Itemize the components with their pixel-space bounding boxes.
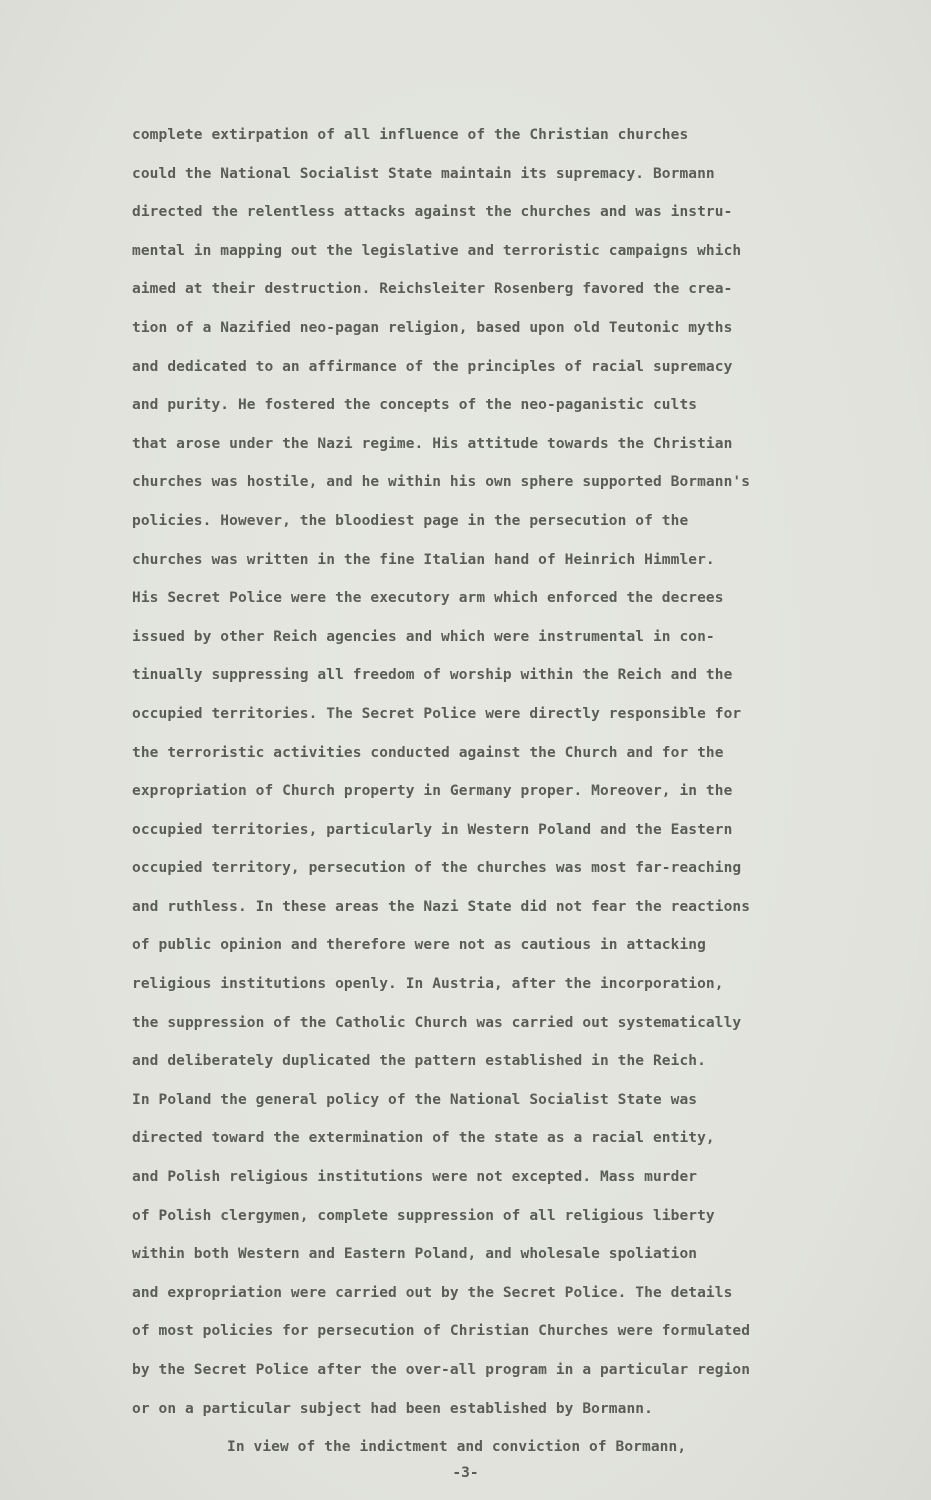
text-line: the terroristic activities conducted against the Church and for the [132, 744, 724, 761]
text-line: religious institutions openly. In Austria, after the incorporation, [132, 976, 724, 993]
text-line: within both Western and Eastern Poland, and wholesale spoliation [132, 1246, 698, 1263]
text-line: directed the relentless attacks against the churches and was instru- [132, 204, 733, 221]
text-line: directed toward the extermination of the state as a racial entity, [132, 1130, 715, 1147]
text-line: tion of a Nazified neo-pagan religion, based upon old Teutonic myths [132, 319, 733, 336]
text-line: mental in mapping out the legislative and terroristic campaigns which [132, 242, 742, 259]
page-number: -3- [452, 1465, 479, 1481]
text-line: churches was written in the fine Italian hand of Heinrich Himmler. [132, 551, 715, 568]
text-line: occupied territories. The Secret Police were directly responsible for [132, 705, 742, 722]
text-line: and ruthless. In these areas the Nazi State did not fear the reactions [132, 898, 751, 915]
text-line: policies. However, the bloodiest page in the persecution of the [132, 512, 689, 529]
text-line: and expropriation were carried out by the Secret Police. The details [132, 1284, 733, 1301]
text-line: issued by other Reich agencies and which were instrumental in con- [132, 628, 715, 645]
text-line: In Poland the general policy of the National Socialist State was [132, 1091, 698, 1108]
text-line: the suppression of the Catholic Church was carried out systematically [132, 1014, 742, 1031]
text-line: churches was hostile, and he within his own sphere supported Bormann's [132, 474, 751, 491]
text-line: could the National Socialist State maintain its supremacy. Bormann [132, 165, 715, 182]
text-line: expropriation of Church property in Germany proper. Moreover, in the [132, 783, 733, 800]
text-line: that arose under the Nazi regime. His attitude towards the Christian [132, 435, 733, 452]
text-line: and Polish religious institutions were not excepted. Mass murder [132, 1169, 698, 1186]
text-line: aimed at their destruction. Reichsleiter Rosenberg favored the crea- [132, 281, 733, 298]
text-line: and dedicated to an affirmance of the principles of racial supremacy [132, 358, 733, 375]
typed-text-body [132, 116, 832, 1467]
text-line: by the Secret Police after the over-all program in a particular region [132, 1362, 751, 1378]
text-line: of most policies for persecution of Christian Churches were formulated [132, 1323, 751, 1340]
text-line: and deliberately duplicated the pattern established in the Reich. [132, 1053, 706, 1070]
text-line: occupied territories, particularly in Western Poland and the Eastern [132, 821, 733, 838]
text-line: tinually suppressing all freedom of worship within the Reich and the [132, 667, 733, 684]
text-line: of Polish clergymen, complete suppression of all religious liberty [132, 1207, 715, 1224]
text-line: or on a particular subject had been established by Bormann. [132, 1400, 653, 1417]
text-line: complete extirpation of all influence of the Christian churches [132, 127, 689, 143]
text-line: and purity. He fostered the concepts of the neo-paganistic cults [132, 397, 698, 414]
text-line: His Secret Police were the executory arm which enforced the decrees [132, 590, 724, 607]
text-line: of public opinion and therefore were not as cautious in attacking [132, 937, 706, 954]
text-line-indented: In view of the indictment and conviction of Bormann, [227, 1439, 687, 1456]
text-line: occupied territory, persecution of the churches was most far-reaching [132, 860, 742, 877]
